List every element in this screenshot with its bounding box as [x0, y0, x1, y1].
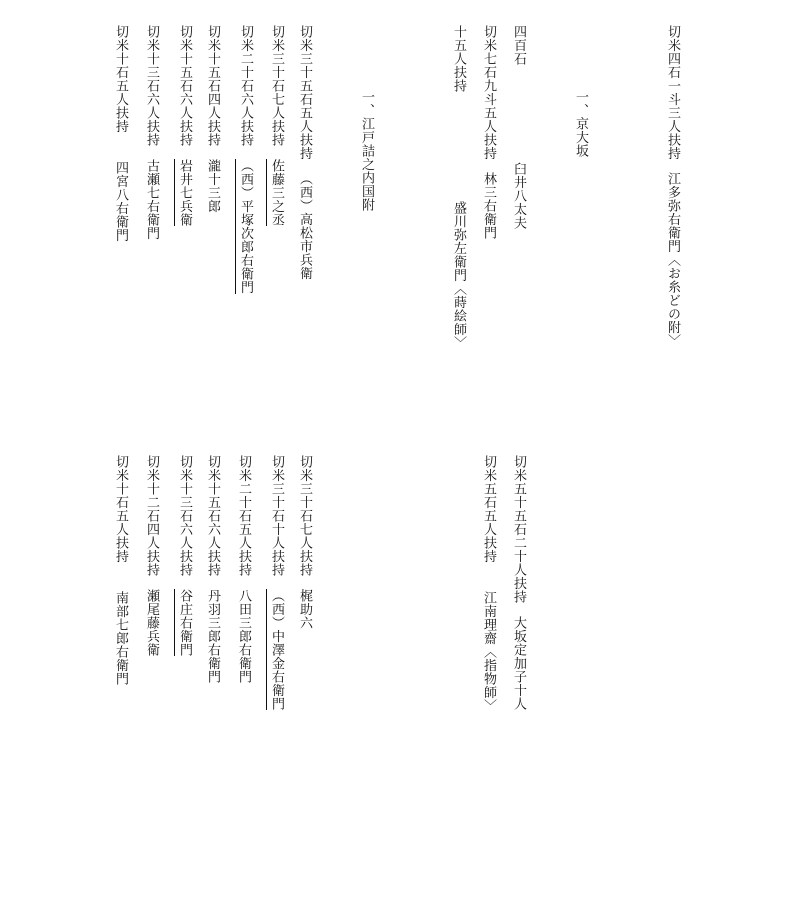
entry-column — [510, 25, 526, 229]
entry-column — [296, 455, 312, 629]
entry-column — [143, 455, 159, 656]
entry-name: 岩井七兵衛 — [174, 159, 192, 227]
entry-stipend: 切米三十石十人扶持 — [269, 455, 284, 577]
entry-name: 瀬尾藤兵衛 — [144, 588, 159, 656]
entry-column — [510, 455, 526, 710]
entry-column — [112, 455, 128, 686]
entry-column — [480, 25, 496, 240]
entry-stipend: 切米五十五石二十人扶持 — [511, 455, 526, 604]
entry-stipend: 切米五石五人扶持 — [481, 455, 496, 563]
entry-stipend: 四百石 — [511, 25, 526, 66]
entry-column — [296, 25, 312, 280]
entry-column — [235, 455, 251, 683]
entry-stipend: 切米二十石五人扶持 — [236, 455, 251, 577]
entry-column — [266, 455, 284, 710]
entry-name: 盛川弥左衛門〈蒔絵師〉 — [451, 200, 466, 349]
entry-column — [112, 25, 128, 242]
entry-column — [204, 455, 220, 683]
entry-name: （西）平塚次郎右衛門 — [235, 159, 253, 294]
entry-column — [266, 25, 284, 226]
entry-column — [480, 455, 496, 713]
entry-column — [235, 25, 253, 294]
section-heading-text: 一、江戸詰之内国附 — [359, 90, 374, 212]
entry-name: 佐藤三之丞 — [266, 159, 284, 227]
entry-stipend: 切米十五石六人扶持 — [205, 455, 220, 577]
entry-stipend: 切米十五石四人扶持 — [205, 25, 220, 147]
entry-column — [143, 25, 159, 240]
entry-stipend: 切米十三石六人扶持 — [144, 25, 159, 147]
entry-column — [664, 25, 680, 348]
entry-stipend: 切米三十石七人扶持 — [269, 25, 284, 147]
entry-name: 古瀬七右衛門 — [144, 158, 159, 240]
entry-column — [174, 455, 192, 656]
entry-column — [204, 25, 220, 213]
entry-name: 江南理齋〈指物師〉 — [481, 591, 496, 713]
entry-name: 四宮八右衛門 — [113, 161, 128, 242]
section-heading — [358, 90, 374, 212]
section-heading-text: 一、京大坂 — [573, 90, 588, 158]
entry-name: 大坂定加子十人 — [511, 615, 526, 710]
entry-stipend: 切米十石五人扶持 — [113, 25, 128, 133]
entry-stipend: 切米三十石七人扶持 — [297, 455, 312, 577]
entry-stipend: 切米十二石四人扶持 — [144, 455, 159, 577]
entry-stipend: 切米四石一斗三人扶持 — [665, 25, 680, 160]
entry-stipend: 切米十五石六人扶持 — [177, 25, 192, 147]
entry-name: 臼井八太夫 — [511, 161, 526, 229]
entry-stipend: 切米二十石六人扶持 — [238, 25, 253, 147]
entry-name: 梶助六 — [297, 588, 312, 629]
entry-stipend: 切米七石九斗五人扶持 — [481, 25, 496, 160]
entry-column — [450, 25, 466, 349]
entry-name: 瀧十三郎 — [205, 158, 220, 213]
entry-stipend: 切米十三石六人扶持 — [177, 455, 192, 577]
entry-name: 南部七郎右衛門 — [113, 591, 128, 686]
entry-name: 江多弥右衛門〈お糸どの附〉 — [665, 172, 680, 348]
entry-stipend: 切米三十五石五人扶持 — [297, 25, 312, 160]
entry-stipend: 切米十石五人扶持 — [113, 455, 128, 563]
entry-column — [174, 25, 192, 226]
entry-name: 林三右衛門 — [481, 172, 496, 240]
entry-name: （西）高松市兵衛 — [297, 172, 312, 280]
entry-name: 丹羽三郎右衛門 — [205, 588, 220, 683]
entry-name: （西）中澤金右衛門 — [266, 589, 284, 711]
section-heading — [572, 90, 588, 158]
entry-name: 八田三郎右衛門 — [236, 588, 251, 683]
entry-stipend: 十五人扶持 — [451, 25, 466, 93]
entry-name: 谷庄右衛門 — [174, 589, 192, 657]
